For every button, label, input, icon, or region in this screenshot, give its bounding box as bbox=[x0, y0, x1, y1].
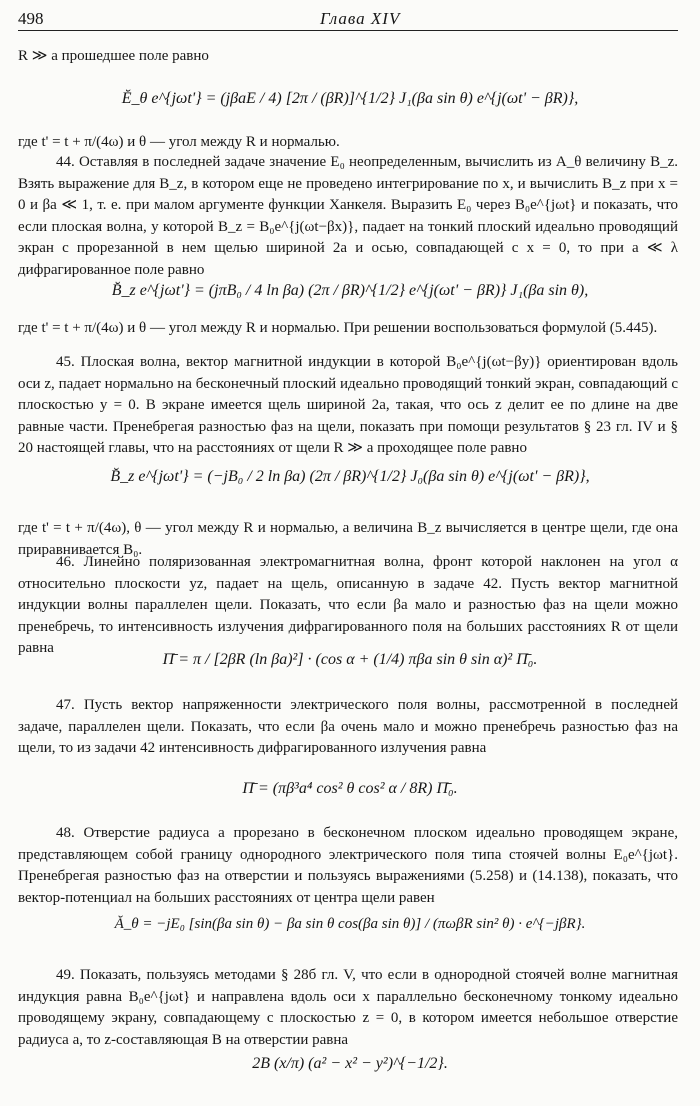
formula-e-theta: Ĕ_θ e^{jωt'} = (jβaE / 4) [2π / (βR)]^{1/2} J₁(βa sin θ) e^{j(ωt' − βR)}, bbox=[121, 90, 579, 107]
problem-48: 48. Отверстие радиуса a прорезано в бесконечном плоском идеально проводящем экране, представляющем собой границу однородного электрического поля типа стоячей волны E₀e^{jωt}. Пренебрегая разностью фаз на отверстии и пользуясь выражениями (5.258) и (14.138), показать, что вектор-потенциал на больших расстояниях от центра щели равен bbox=[18, 825, 678, 906]
paragraph-where-t2: где t' = t + π/(4ω) и θ — угол между R и нормалью. При решении воспользоваться формулой (5.445). bbox=[18, 320, 658, 336]
paragraph-where-t3: где t' = t + π/(4ω), θ — угол между R и нормалью, а величина B_z вычисляется в центре щели, где она приравнивается B₀. bbox=[18, 520, 678, 558]
paragraph-intro: R ≫ a прошедшее поле равно bbox=[18, 48, 209, 64]
formula-pi-47: Π̄ = (πβ³a⁴ cos² θ cos² α / 8R) Π̄₀. bbox=[242, 780, 458, 797]
page-header bbox=[18, 6, 678, 32]
formula-pi-46: Π̄ = π / [2βR (ln βa)²] · (cos α + (1/4) πβa sin θ sin α)² Π̄₀. bbox=[162, 651, 538, 668]
formula-a-theta: Ă_θ = −jE₀ [sin(βa sin θ) − βa sin θ cos(βa sin θ)] / (πωβR sin² θ) · e^{−jβR}. bbox=[114, 916, 586, 932]
page-number: 498 bbox=[18, 9, 44, 28]
problem-49: 49. Показать, пользуясь методами § 28б гл. V, что если в однородной стоячей волне магнитная индукция равна B₀e^{jωt} и направлена вдоль оси x параллельно бесконечному тонкому идеально проводящему экрану, совпадающему с плоскостью z = 0, в котором имеется небольшое отверстие радиуса a, то z-составляющая B на отверстии равна bbox=[18, 967, 678, 1048]
problem-46: 46. Линейно поляризованная электромагнитная волна, фронт которой наклонен на угол α относительно плоскости yz, падает на щель, описанную в задаче 42. Пусть вектор магнитной индукции волны параллелен щели. Показать, что если βa мало и разностью фаз на щели можно пренебречь, то интенсивность излучения дифрагированного поля на больших расстояниях R от щели равна bbox=[18, 554, 678, 657]
formula-bz-45: B̆_z e^{jωt'} = (−jB₀ / 2 ln βa) (2π / βR)^{1/2} J₀(βa sin θ) e^{j(ωt' − βR)}, bbox=[110, 468, 590, 485]
formula-bz-44: B̆_z e^{jωt'} = (jπB₀ / 4 ln βa) (2π / βR)^{1/2} e^{j(ωt' − βR)} J₁(βa sin θ), bbox=[111, 282, 589, 299]
problem-47: 47. Пусть вектор напряженности электрического поля волны, рассмотренной в последней задаче, параллелен щели. Показать, что если βa очень мало и можно пренебречь разностью фаз на щели, то из задачи 42 интенсивность дифрагированного излучения равна bbox=[18, 697, 678, 757]
chapter-title: Глава XIV bbox=[320, 9, 401, 28]
formula-2b: 2B (x/π) (a² − x² − y²)^{−1/2}. bbox=[252, 1055, 448, 1072]
header-rule bbox=[18, 30, 678, 31]
problem-44: 44. Оставляя в последней задаче значение E₀ неопределенным, вычислить из A_θ величину B_z. Взять выражение для B_z, в котором еще не проведено интегрирование по x, и вычислить B_z при x = 0 и βa ≪ 1, т. е. при малом аргументе функции Ханкеля. Выразить E₀ через B₀e^{jωt} и показать, что если плоская волна, у которой B_z = B₀e^{j(ωt−βx)}, падает на тонкий плоский идеально проводящий экран с прорезанной в нем щелью шириной 2a и осью, совпадающей с x = 0, то при a ≪ λ дифрагированное поле равно bbox=[18, 154, 678, 278]
paragraph-where-t1: где t' = t + π/(4ω) и θ — угол между R и нормалью. bbox=[18, 134, 340, 150]
problem-45: 45. Плоская волна, вектор магнитной индукции в которой B₀e^{j(ωt−βy)} ориентирован вдоль оси z, падает нормально на бесконечный плоский идеально проводящий тонкий экран, совпадающий с плоскостью y = 0. В экране имеется щель шириной 2a, такая, что ось z делит ее по длине на две равные части. Пренебрегая разностью фаз на щели, показать при помощи результатов § 23 гл. IV и § 20 настоящей главы, что на расстояниях от щели R ≫ a проходящее поле равно bbox=[18, 354, 678, 457]
